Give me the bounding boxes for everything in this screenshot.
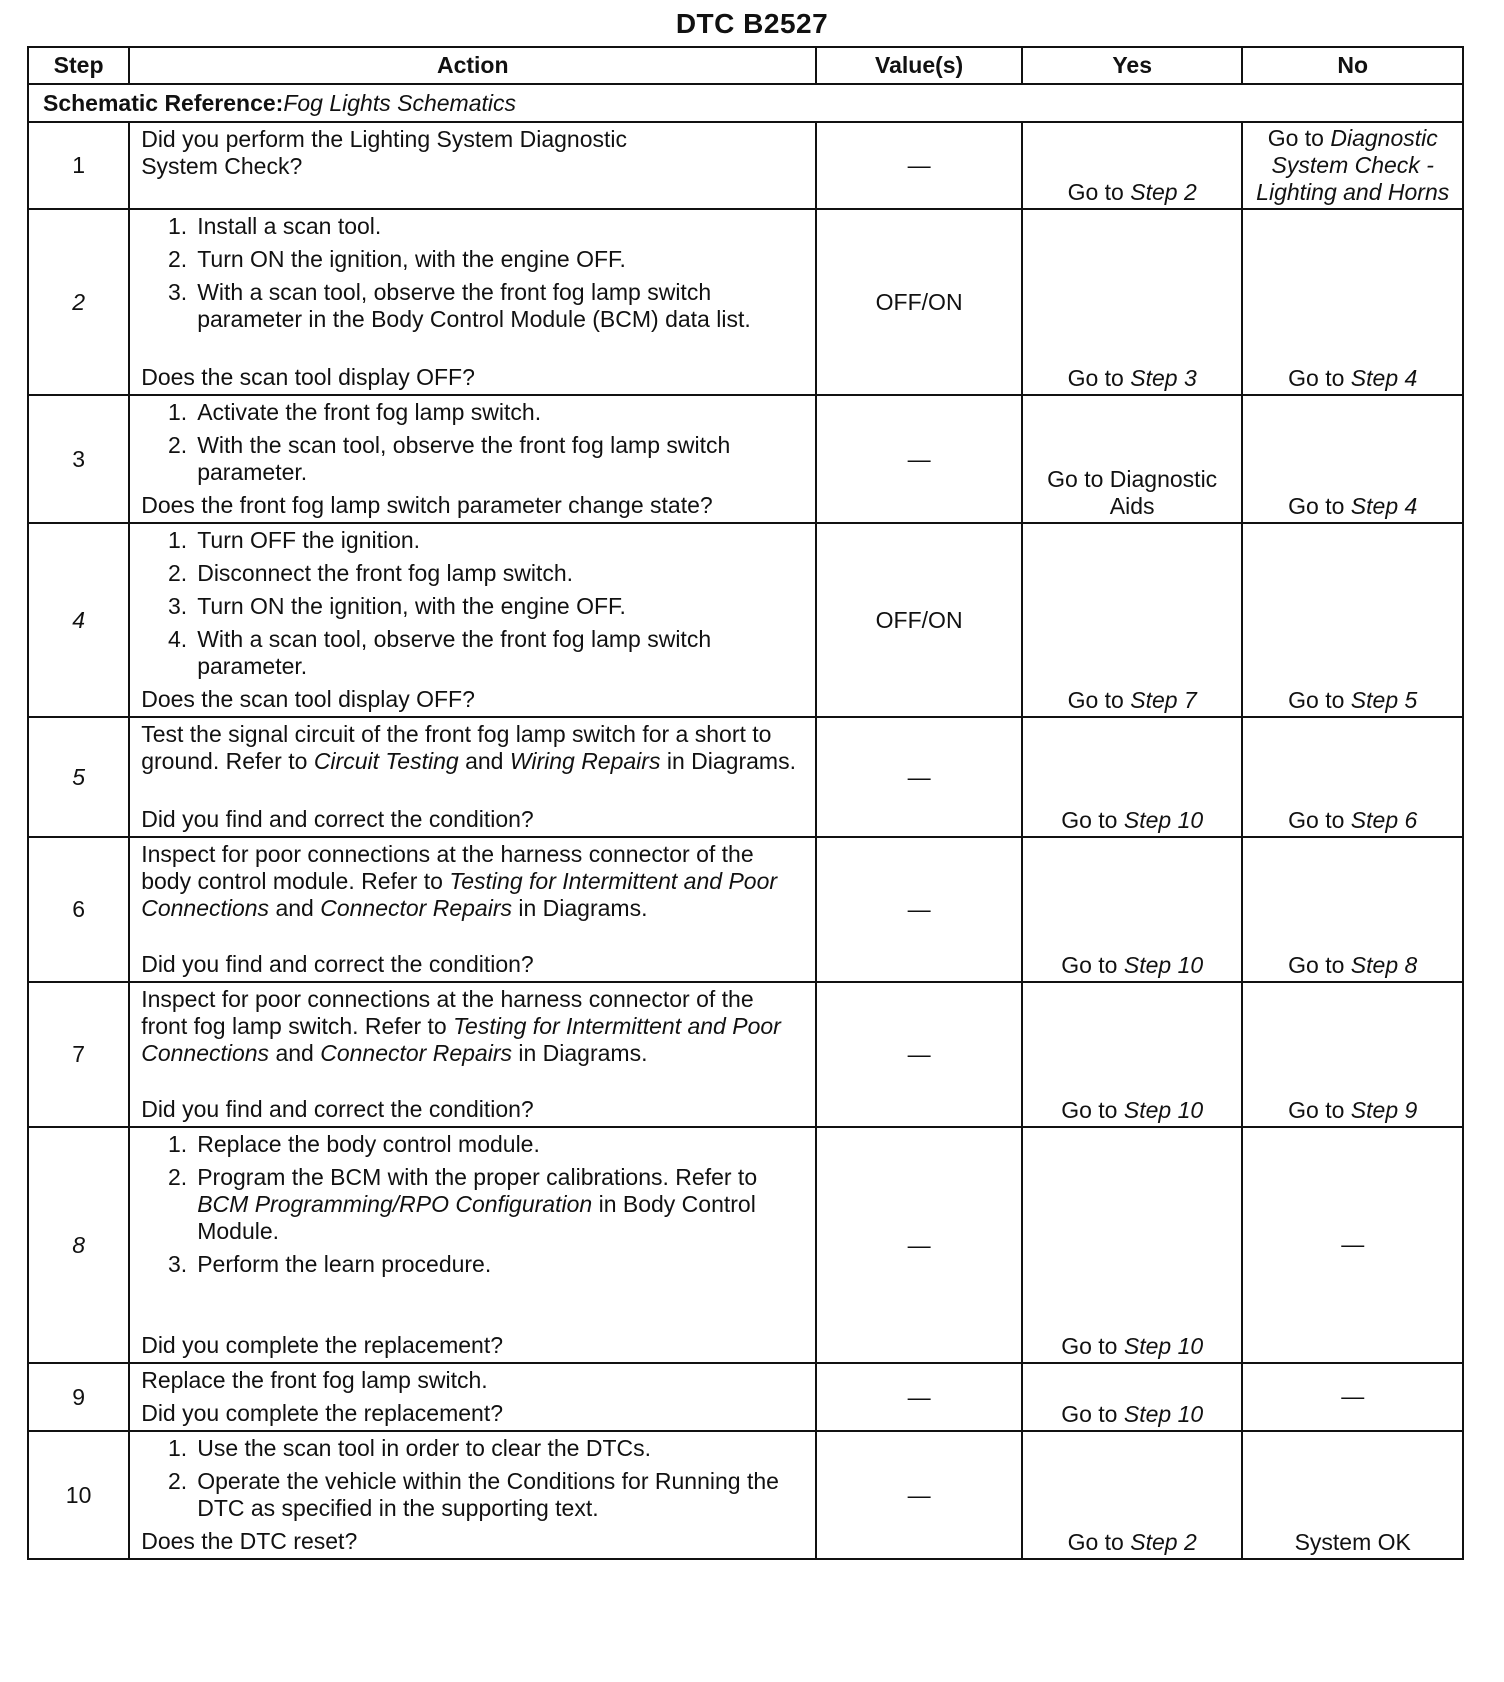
list-item: 1. Turn OFF the ignition. (168, 527, 421, 553)
table-row (28, 395, 1463, 523)
step-number: 3 (28, 395, 129, 523)
header-row (28, 47, 1463, 84)
no-link[interactable]: Step 6 (1350, 807, 1418, 833)
yes-cell (1022, 122, 1243, 209)
table-row (28, 837, 1463, 982)
list-item: 2. Turn ON the ignition, with the engine OFF. (168, 246, 626, 272)
action-cell (129, 1127, 816, 1363)
yes-cell (1022, 717, 1243, 837)
value-cell: — (816, 717, 1022, 837)
value-cell: — (816, 982, 1022, 1127)
value-cell: OFF/ON (816, 523, 1022, 717)
action-question: Does the scan tool display OFF? (141, 364, 475, 390)
list-item: 2. Disconnect the front fog lamp switch. (168, 560, 574, 586)
step-number (28, 1127, 129, 1363)
value-cell: — (816, 395, 1022, 523)
yes-link[interactable]: Step 2 (1130, 179, 1197, 205)
yes-link[interactable]: Step 10 (1123, 1097, 1204, 1123)
yes-cell (1022, 982, 1243, 1127)
action-question: Does the DTC reset? (141, 1528, 358, 1554)
table-row (28, 122, 1463, 209)
schematic-row (28, 84, 1463, 122)
action-question: Did you find and correct the condition? (141, 1096, 534, 1122)
yes-link[interactable]: Step 7 (1130, 687, 1197, 713)
reference-link[interactable]: Connector Repairs (320, 1040, 512, 1066)
action-cell (129, 523, 816, 717)
yes-prefix: Go to (1067, 1529, 1131, 1555)
action-steps (141, 527, 805, 686)
header-yes: Yes (1022, 47, 1243, 84)
action-question: Did you find and correct the condition? (141, 806, 534, 832)
yes-link[interactable]: Step 10 (1123, 1333, 1204, 1359)
step-number: 10 (28, 1431, 129, 1559)
action-question: Did you find and correct the condition? (141, 951, 534, 977)
list-item: 3. Perform the learn procedure. (168, 1251, 492, 1277)
action-text: Replace the front fog lamp switch. (141, 1367, 488, 1393)
table-row (28, 1431, 1463, 1559)
no-link[interactable]: Step 4 (1350, 493, 1418, 519)
reference-link[interactable]: Testing for Intermittent and Poor Connections (141, 1013, 781, 1066)
header-step: Step (28, 47, 129, 84)
no-cell (1242, 209, 1463, 395)
no-prefix: Go to (1267, 125, 1331, 151)
action-cell (129, 982, 816, 1127)
value-cell: OFF/ON (816, 209, 1022, 395)
step-number: 7 (28, 982, 129, 1127)
reference-link[interactable]: Testing for Intermittent and Poor Connections (141, 868, 778, 921)
no-cell: — (1242, 1127, 1463, 1363)
no-cell (1242, 717, 1463, 837)
yes-link[interactable]: Step 10 (1123, 1401, 1204, 1427)
yes-cell (1022, 837, 1243, 982)
list-item: 1. Replace the body control module. (168, 1131, 540, 1157)
yes-cell (1022, 1363, 1243, 1431)
reference-link[interactable]: Circuit Testing (313, 748, 459, 774)
no-prefix: Go to (1288, 687, 1351, 713)
list-item: 3. Turn ON the ignition, with the engine OFF. (168, 593, 626, 619)
schematic-label: Schematic Reference: (43, 89, 284, 116)
no-prefix: Go to (1288, 952, 1351, 978)
yes-link[interactable]: Step 10 (1123, 807, 1204, 833)
header-values: Value(s) (816, 47, 1022, 84)
value-cell: — (816, 122, 1022, 209)
no-prefix: Go to (1288, 493, 1351, 519)
page-title: DTC B2527 (675, 8, 829, 39)
yes-cell[interactable]: Go to Diagnostic Aids (1022, 395, 1243, 523)
action-steps (141, 213, 805, 339)
no-cell (1242, 982, 1463, 1127)
list-item: 2. Operate the vehicle within the Conditions for Running the DTC as specified in the supporting text. (168, 1468, 779, 1521)
step-number-text: 4 (72, 606, 85, 633)
action-text: Test the signal circuit of the front fog lamp switch for a short to ground. Refer to Circuit Testing and Wiring Repairs in Diagrams. (141, 721, 796, 774)
list-item: 1. Activate the front fog lamp switch. (168, 399, 542, 425)
value-cell: — (816, 1431, 1022, 1559)
action-text: Inspect for poor connections at the harness connector of the front fog lamp switch. Refer to Testing for Intermittent and Poor Connections and Connector Repairs in Diagrams. (141, 986, 781, 1066)
no-cell: System OK (1242, 1431, 1463, 1559)
action-cell (129, 122, 816, 209)
reference-link[interactable]: BCM Programming/RPO Configuration (197, 1191, 593, 1217)
list-item: 4. With a scan tool, observe the front fog lamp switch parameter. (168, 626, 712, 679)
header-no: No (1242, 47, 1463, 84)
table-row (28, 717, 1463, 837)
action-cell (129, 395, 816, 523)
header-action: Action (129, 47, 816, 84)
step-number: 9 (28, 1363, 129, 1431)
no-link[interactable]: Step 4 (1350, 365, 1418, 391)
action-cell (129, 1431, 816, 1559)
yes-cell (1022, 523, 1243, 717)
step-number-text: 5 (72, 763, 85, 790)
table-row (28, 982, 1463, 1127)
yes-cell (1022, 209, 1243, 395)
no-cell (1242, 523, 1463, 717)
step-number (28, 523, 129, 717)
list-item: 1. Install a scan tool. (168, 213, 382, 239)
schematic-link[interactable]: Fog Lights Schematics (283, 89, 517, 116)
no-prefix: Go to (1288, 1097, 1351, 1123)
step-number (28, 717, 129, 837)
value-cell: — (816, 1127, 1022, 1363)
value-cell: — (816, 1363, 1022, 1431)
no-cell (1242, 837, 1463, 982)
yes-prefix: Go to (1061, 1401, 1124, 1427)
schematic-reference (28, 84, 1463, 122)
yes-link[interactable]: Step 3 (1130, 365, 1197, 391)
diagnostic-table (27, 46, 1464, 1560)
action-steps (141, 1435, 805, 1528)
list-item: 2. Program the BCM with the proper calibrations. Refer to BCM Programming/RPO Configuration in Body Control Module. (168, 1164, 758, 1244)
action-text: Inspect for poor connections at the harness connector of the body control module. Refer to Testing for Intermittent and Poor Connections and Connector Repairs in Diagrams. (141, 841, 778, 921)
no-prefix: Go to (1288, 807, 1351, 833)
reference-link[interactable]: Connector Repairs (320, 895, 512, 921)
yes-prefix: Go to (1061, 807, 1124, 833)
yes-link[interactable]: Step 2 (1130, 1529, 1197, 1555)
step-number: 6 (28, 837, 129, 982)
yes-prefix: Go to (1067, 179, 1131, 205)
step-number-text: 2 (72, 288, 85, 315)
no-prefix: Go to (1288, 365, 1351, 391)
list-item: 1. Use the scan tool in order to clear the DTCs. (168, 1435, 652, 1461)
action-steps (141, 399, 805, 492)
yes-cell (1022, 1127, 1243, 1363)
step-number (28, 209, 129, 395)
list-item: 3. With a scan tool, observe the front fog lamp switch parameter in the Body Control Module (BCM) data list. (168, 279, 751, 332)
no-cell (1242, 122, 1463, 209)
action-cell (129, 717, 816, 837)
step-number-text: 8 (72, 1231, 85, 1258)
table-row (28, 1363, 1463, 1431)
no-link[interactable]: Step 5 (1350, 687, 1418, 713)
no-cell (1242, 395, 1463, 523)
yes-prefix: Go to (1061, 1333, 1124, 1359)
table-row (28, 523, 1463, 717)
yes-link[interactable]: Step 10 (1123, 952, 1204, 978)
action-question: Did you complete the replacement? (141, 1332, 504, 1358)
no-link[interactable]: Step 9 (1350, 1097, 1418, 1123)
step-number: 1 (28, 122, 129, 209)
no-link[interactable]: Diagnostic System Check - Lighting and Horns (1256, 125, 1450, 205)
yes-prefix: Go to (1067, 365, 1131, 391)
no-link[interactable]: Step 8 (1350, 952, 1418, 978)
yes-prefix: Go to (1061, 952, 1124, 978)
yes-prefix: Go to (1067, 687, 1131, 713)
yes-prefix: Go to (1061, 1097, 1124, 1123)
action-question: Did you complete the replacement? (141, 1400, 504, 1426)
list-item: 2. With the scan tool, observe the front fog lamp switch parameter. (168, 432, 731, 485)
action-question: Does the front fog lamp switch parameter change state? (141, 492, 713, 518)
table-row (28, 209, 1463, 395)
action-question: Does the scan tool display OFF? (141, 686, 475, 712)
no-cell: — (1242, 1363, 1463, 1431)
value-cell: — (816, 837, 1022, 982)
action-cell (129, 837, 816, 982)
action-steps (141, 1131, 805, 1284)
reference-link[interactable]: Wiring Repairs (509, 748, 661, 774)
yes-cell (1022, 1431, 1243, 1559)
table-row (28, 1127, 1463, 1363)
action-cell (129, 1363, 816, 1431)
action-text: Did you perform the Lighting System Diagnostic System Check? (141, 126, 627, 179)
action-cell (129, 209, 816, 395)
